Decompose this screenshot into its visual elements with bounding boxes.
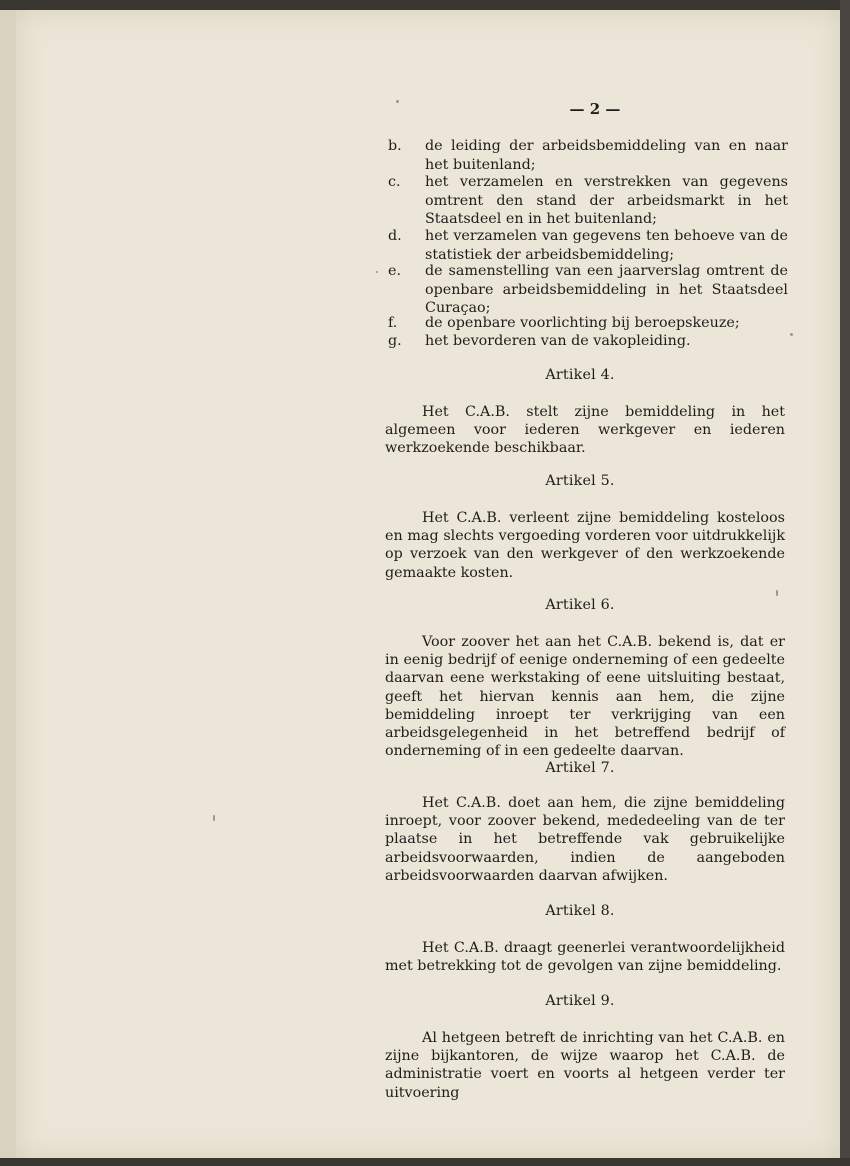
article-7-text: Het C.A.B. doet aan hem, die zijne bemiddeling inroept, voor zoover bekend, mededeeling van de ter plaatse in het betreffende vak gebruikelijke arbeidsvoorwaarden, indien de aangeboden arbeidsvoorwaarden daarvan afwijken.: [385, 795, 785, 884]
list-item-text: het verzamelen van gegevens ten behoeve van de statistiek der arbeidsbemiddeling;: [425, 228, 788, 263]
paper-speck: [396, 100, 399, 103]
article-6-text: Voor zoover het aan het C.A.B. bekend is, dat er in eenig bedrijf of eenige onderneming of een gedeelte daarvan eene werkstaking of eene uitsluiting bestaat, geeft het hiervan kennis aan hem, die zijne bemiddeling inroept ter verkrijging van een arbeidsgelegenheid in het betreffend bedrijf of onderneming of in een gedeelte daarvan.: [385, 634, 785, 760]
paper-speck: [790, 333, 793, 336]
list-item-text: de openbare voorlichting bij beroepskeuze;: [425, 315, 740, 331]
list-item-c: [388, 173, 788, 229]
list-item-g: [388, 332, 788, 351]
list-mark: e.: [388, 263, 402, 279]
list-item-text: de samenstelling van een jaarverslag omtrent de openbare arbeidsbemiddeling in het Staatsdeel Curaçao;: [425, 263, 788, 316]
list-item-d: [388, 227, 788, 264]
article-8-heading: Artikel 8.: [545, 903, 615, 919]
paper-speck: [213, 815, 215, 821]
article-6-heading: Artikel 6.: [545, 597, 615, 613]
list-mark: f.: [388, 315, 398, 331]
list-mark: g.: [388, 333, 402, 349]
list-item-b: [388, 137, 788, 174]
list-mark: b.: [388, 138, 402, 154]
article-9-heading: Artikel 9.: [545, 993, 615, 1009]
article-9-text: Al hetgeen betreft de inrichting van het C.A.B. en zijne bijkantoren, de wijze waarop het C.A.B. de administratie voert en voorts al hetgeen verder ter uitvoering: [385, 1030, 785, 1101]
paper-speck: [376, 271, 378, 273]
article-7-heading: Artikel 7.: [545, 760, 615, 776]
paper-speck: [776, 590, 778, 596]
page-number: — 2 —: [569, 100, 621, 118]
article-4-heading: Artikel 4.: [545, 367, 615, 383]
article-8-text: Het C.A.B. draagt geenerlei verantwoordelijkheid met betrekking tot de gevolgen van zijne bemiddeling.: [385, 940, 785, 975]
list-mark: d.: [388, 228, 402, 244]
list-item-f: [388, 314, 788, 333]
list-item-e: [388, 262, 788, 318]
list-item-text: de leiding der arbeidsbemiddeling van en naar het buitenland;: [425, 138, 788, 173]
list-item-text: het bevorderen van de vakopleiding.: [425, 333, 691, 349]
article-5-text: Het C.A.B. verleent zijne bemiddeling kosteloos en mag slechts vergoeding vorderen voor uitdrukkelijk op verzoek van den werkgever of den werkzoekende gemaakte kosten.: [385, 510, 785, 581]
list-item-text: het verzamelen en verstrekken van gegevens omtrent den stand der arbeidsmarkt in het Staatsdeel en in het buitenland;: [425, 174, 788, 227]
article-5-heading: Artikel 5.: [545, 473, 615, 489]
article-4-text: Het C.A.B. stelt zijne bemiddeling in het algemeen voor iederen werkgever en iederen werkzoekende beschikbaar.: [385, 404, 785, 457]
list-mark: c.: [388, 174, 401, 190]
